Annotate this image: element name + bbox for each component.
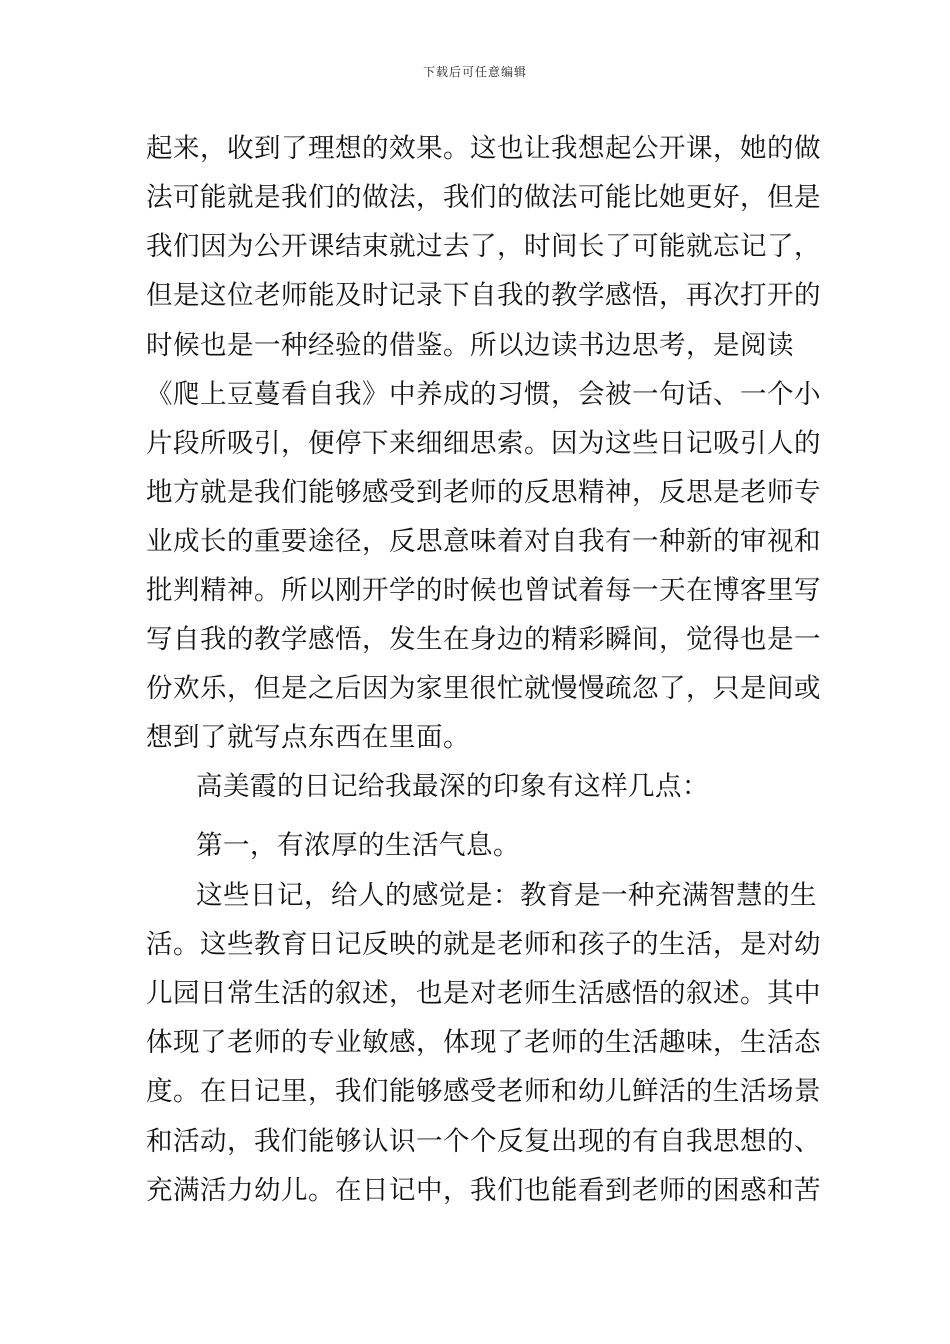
paragraph-line-indented: 高美霞的日记给我最深的印象有这样几点： bbox=[196, 771, 709, 802]
paragraph-line: 业成长的重要途径，反思意味着对自我有一种新的审视和 bbox=[146, 526, 821, 557]
paragraph-line: 和活动，我们能够认识一个个反复出现的有自我思想的、 bbox=[146, 1126, 821, 1157]
paragraph-line: 起来，收到了理想的效果。这也让我想起公开课，她的做 bbox=[146, 133, 821, 164]
paragraph-line: 写自我的教学感悟，发生在身边的精彩瞬间，觉得也是一 bbox=[146, 624, 821, 655]
paragraph-line: 法可能就是我们的做法，我们的做法可能比她更好，但是 bbox=[146, 182, 821, 213]
paragraph-line: 地方就是我们能够感受到老师的反思精神，反思是老师专 bbox=[146, 477, 821, 508]
paragraph-line: 体现了老师的专业敏感，体现了老师的生活趣味，生活态 bbox=[146, 1027, 821, 1058]
paragraph-line: 但是这位老师能及时记录下自我的教学感悟，再次打开的 bbox=[146, 280, 821, 311]
page-header: 下载后可任意编辑 bbox=[422, 65, 527, 79]
paragraph-line-indented: 这些日记，给人的感觉是：教育是一种充满智慧的生 bbox=[196, 880, 817, 911]
paragraph-line: 想到了就写点东西在里面。 bbox=[146, 722, 470, 753]
paragraph-line: 儿园日常生活的叙述，也是对老师生活感悟的叙述。其中 bbox=[146, 978, 821, 1009]
paragraph-line: 时候也是一种经验的借鉴。所以边读书边思考，是阅读 bbox=[146, 330, 794, 361]
paragraph-line: 充满活力幼儿。在日记中，我们也能看到老师的困惑和苦 bbox=[146, 1175, 821, 1206]
paragraph-line: 《爬上豆蔓看自我》中养成的习惯，会被一句话、一个小 bbox=[146, 379, 821, 410]
paragraph-line: 片段所吸引，便停下来细细思索。因为这些日记吸引人的 bbox=[146, 428, 821, 459]
paragraph-line: 批判精神。所以刚开学的时候也曾试着每一天在博客里写 bbox=[146, 575, 821, 606]
paragraph-line: 活。这些教育日记反映的就是老师和孩子的生活，是对幼 bbox=[146, 929, 821, 960]
paragraph-line: 度。在日记里，我们能够感受老师和幼儿鲜活的生活场景 bbox=[146, 1076, 821, 1107]
paragraph-line: 份欢乐，但是之后因为家里很忙就慢慢疏忽了，只是间或 bbox=[146, 673, 821, 704]
paragraph-line-indented: 第一，有浓厚的生活气息。 bbox=[196, 830, 520, 861]
paragraph-line: 我们因为公开课结束就过去了，时间长了可能就忘记了， bbox=[146, 231, 821, 262]
